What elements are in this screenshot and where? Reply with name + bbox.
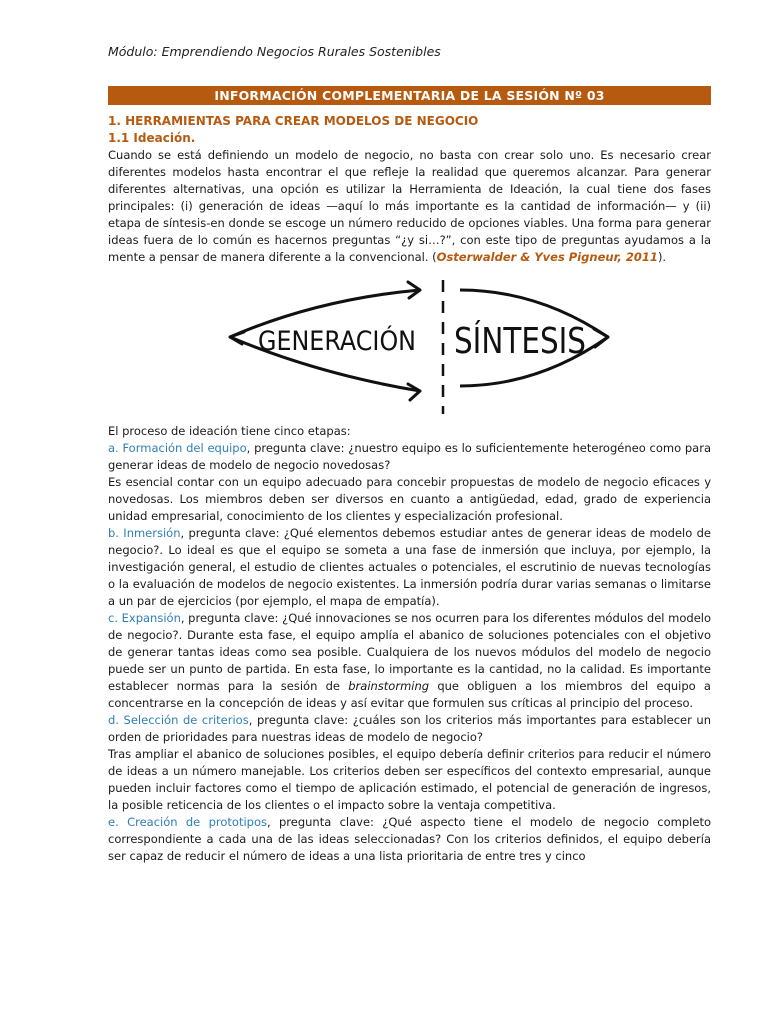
subsection-title: 1.1 Ideación.: [108, 131, 196, 145]
stage-b-label: b. Inmersión: [108, 526, 181, 540]
stage-c-body-em: brainstorming: [348, 679, 430, 693]
section-title: 1. HERRAMIENTAS PARA CREAR MODELOS DE NEGOCIO: [108, 114, 479, 128]
intro-close: ).: [657, 250, 667, 264]
stage-b-body: Lo ideal es que el equipo se someta a una fase de inmersión que incluya, por ejemplo, la investigación general, el estudio de clientes actuales o potenciales, el escrutinio de nuevas tecnologías o la evaluación de modelos de negocio existentes. La inmersión podría durar varias semanas o limitarse a un par de ejercicios (por ejemplo, el mapa de empatía).: [108, 543, 711, 608]
stage-c-body-a: Durante esta fase, el equipo amplía el abanico de soluciones potenciales con el objetivo de generar tantas ideas como sea posible. Cualquiera de los nuevos módulos del modelo de negocio puede ser un punto de partida. En esta fase, lo importante es la cantidad, no la calidad. Es importante establecer normas para la sesión de: [108, 628, 711, 693]
stage-c-body-b: que obliguen a los miembros del equipo a concentrarse en la concepción de ideas y así evitar que formulen sus críticas al principio del proceso.: [108, 679, 711, 710]
lower-left-arrowhead: [408, 384, 420, 400]
stage-b-question: , pregunta clave: ¿Qué elementos debemos estudiar antes de generar ideas de modelo de negocio?.: [108, 526, 712, 557]
stage-e-body: Con los criterios definidos, el equipo debería ser capaz de reducir el número de ideas a una lista prioritaria de entre tres y cinco: [108, 832, 711, 863]
stage-d-label: d. Selección de criterios: [108, 713, 249, 727]
stage-e: [108, 814, 711, 865]
stage-d: [108, 712, 711, 746]
stage-c-question: , pregunta clave: ¿Qué innovaciones se nos ocurren para los diferentes módulos del modelo de negocio?.: [108, 611, 711, 642]
stage-e-question: , pregunta clave: ¿Qué aspecto tiene el modelo de negocio completo correspondiente a cada una de las ideas seleccionadas?: [108, 815, 711, 846]
stage-d-question: , pregunta clave: ¿cuáles son los criterios más importantes para establecer un orden de prioridades para nuestras ideas de modelo de negocio?: [108, 713, 711, 744]
stage-c-label: c. Expansión: [108, 611, 181, 625]
document-content: [108, 113, 711, 865]
stage-a-label: a. Formación del equipo: [108, 441, 247, 455]
session-banner: INFORMACIÓN COMPLEMENTARIA DE LA SESIÓN Nº 03: [108, 86, 711, 105]
right-arrowhead: [594, 329, 608, 347]
right-word: SÍNTESIS: [454, 321, 616, 362]
stage-c: [108, 610, 711, 712]
stages-intro: El proceso de ideación tiene cinco etapas:: [108, 424, 351, 438]
intro-paragraph: [108, 147, 711, 266]
stage-d-body: Tras ampliar el abanico de soluciones posibles, el equipo debería definir criterios para reducir el número de ideas a un número manejable. Los criterios deben ser específicos del contexto empresarial, aunque pueden incluir factores como el tiempo de aplicación estimado, el potencial de generación de ingresos, la posible reticencia de los clientes o el impacto sobre la ventaja competitiva.: [108, 747, 711, 812]
module-header: Módulo: Emprendiendo Negocios Rurales Sostenibles: [108, 44, 441, 59]
left-word: GENERACIÓN: [258, 326, 438, 357]
citation: Osterwalder & Yves Pigneur, 2011: [436, 250, 658, 264]
stage-a-question: , pregunta clave: ¿nuestro equipo es lo suficientemente heterogéneo como para generar ideas de modelo de negocio novedosas?: [108, 441, 712, 472]
ideation-diagram: [108, 274, 711, 419]
stage-a-body: Es esencial contar con un equipo adecuado para concebir propuestas de modelo de negocio eficaces y novedosas. Los miembros deben ser diversos en cuanto a antigüedad, edad, grado de experiencia unidad empresarial, conocimiento de los clientes y especialización profesional.: [108, 475, 711, 523]
stage-e-label: e. Creación de prototipos: [108, 815, 267, 829]
stage-b: [108, 525, 711, 610]
stage-a: [108, 440, 711, 474]
intro-text: Cuando se está definiendo un modelo de negocio, no basta con crear solo uno. Es necesario crear diferentes modelos hasta encontrar el que refleje la realidad que queremos alcanzar. Para generar diferentes alternativas, una opción es utilizar la Herramienta de Ideación, la cual tiene dos fases principales: (i) generación de ideas —aquí lo más importante es la cantidad de información— y (ii) etapa de síntesis-en donde se escoge un número reducido de opciones viables. Una forma para generar ideas fuera de lo común es hacernos preguntas “¿y si…?”, con este tipo de preguntas ayudamos a la mente a pensar de manera diferente a la convencional. (: [108, 148, 711, 264]
ideation-diagram-graphic: [108, 274, 711, 419]
